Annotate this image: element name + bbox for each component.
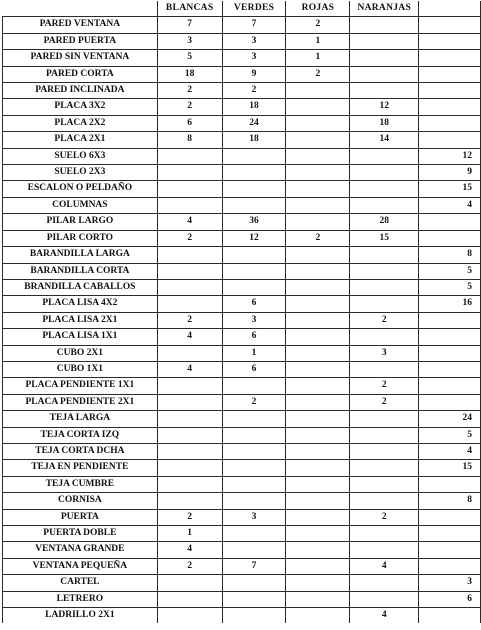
table-row <box>3 83 481 99</box>
cell-extra: 4 <box>419 443 481 459</box>
cell-extra <box>419 17 481 33</box>
cell-rojas <box>286 509 350 525</box>
cell-extra <box>419 132 481 148</box>
cell-extra <box>419 99 481 115</box>
cell-name: PLACA LISA 2X1 <box>3 312 158 328</box>
cell-naranjas <box>350 591 419 607</box>
cell-rojas <box>286 197 350 213</box>
table-row <box>3 214 481 230</box>
cell-extra: 4 <box>419 197 481 213</box>
table-row <box>3 197 481 213</box>
cell-rojas <box>286 558 350 574</box>
cell-name: CARTEL <box>3 575 158 591</box>
cell-rojas <box>286 83 350 99</box>
cell-naranjas <box>350 197 419 213</box>
cell-naranjas: 3 <box>350 345 419 361</box>
cell-extra <box>419 526 481 542</box>
table-row <box>3 17 481 33</box>
cell-verdes: 3 <box>222 312 286 328</box>
table-row <box>3 443 481 459</box>
parts-table <box>2 1 481 623</box>
cell-naranjas: 2 <box>350 509 419 525</box>
cell-name: ESCALON O PELDAÑO <box>3 181 158 197</box>
cell-blancas: 4 <box>157 214 222 230</box>
cell-name: BRANDILLA CABALLOS <box>3 279 158 295</box>
cell-naranjas <box>350 17 419 33</box>
cell-name: PILAR CORTO <box>3 230 158 246</box>
cell-extra <box>419 66 481 82</box>
cell-verdes <box>222 411 286 427</box>
table-row <box>3 493 481 509</box>
cell-verdes <box>222 542 286 558</box>
cell-blancas <box>157 427 222 443</box>
cell-blancas: 3 <box>157 33 222 49</box>
table-row <box>3 263 481 279</box>
header-corner <box>3 1 158 17</box>
cell-rojas <box>286 247 350 263</box>
table-row <box>3 165 481 181</box>
cell-naranjas <box>350 279 419 295</box>
cell-blancas: 2 <box>157 99 222 115</box>
table-row <box>3 247 481 263</box>
cell-rojas <box>286 608 350 624</box>
cell-naranjas <box>350 165 419 181</box>
table-row <box>3 361 481 377</box>
table-row <box>3 460 481 476</box>
cell-rojas <box>286 263 350 279</box>
cell-naranjas <box>350 411 419 427</box>
cell-name: PLACA PENDIENTE 2X1 <box>3 394 158 410</box>
table-row <box>3 33 481 49</box>
cell-naranjas <box>350 66 419 82</box>
cell-rojas <box>286 99 350 115</box>
cell-extra <box>419 608 481 624</box>
cell-rojas: 1 <box>286 50 350 66</box>
cell-rojas <box>286 279 350 295</box>
cell-extra <box>419 214 481 230</box>
cell-rojas <box>286 394 350 410</box>
cell-naranjas: 4 <box>350 558 419 574</box>
table-body <box>3 17 481 624</box>
table-row <box>3 99 481 115</box>
cell-name: PARED SIN VENTANA <box>3 50 158 66</box>
cell-blancas <box>157 345 222 361</box>
cell-name: PILAR LARGO <box>3 214 158 230</box>
cell-blancas <box>157 296 222 312</box>
cell-name: PLACA 3X2 <box>3 99 158 115</box>
cell-naranjas <box>350 493 419 509</box>
table-row <box>3 558 481 574</box>
cell-name: TEJA CORTA IZQ <box>3 427 158 443</box>
cell-verdes: 24 <box>222 115 286 131</box>
cell-naranjas: 28 <box>350 214 419 230</box>
cell-extra <box>419 345 481 361</box>
table-row <box>3 378 481 394</box>
cell-rojas <box>286 148 350 164</box>
cell-rojas <box>286 132 350 148</box>
cell-naranjas <box>350 443 419 459</box>
cell-name: PARED CORTA <box>3 66 158 82</box>
cell-name: PUERTA DOBLE <box>3 526 158 542</box>
cell-verdes <box>222 493 286 509</box>
cell-blancas <box>157 575 222 591</box>
cell-verdes <box>222 165 286 181</box>
cell-naranjas: 18 <box>350 115 419 131</box>
cell-rojas: 1 <box>286 33 350 49</box>
cell-extra: 16 <box>419 296 481 312</box>
cell-verdes: 3 <box>222 50 286 66</box>
cell-verdes <box>222 197 286 213</box>
cell-verdes: 12 <box>222 230 286 246</box>
cell-verdes <box>222 427 286 443</box>
header-naranjas: NARANJAS <box>350 1 419 17</box>
cell-rojas <box>286 526 350 542</box>
cell-name: PARED VENTANA <box>3 17 158 33</box>
cell-extra <box>419 230 481 246</box>
cell-blancas <box>157 148 222 164</box>
cell-blancas <box>157 493 222 509</box>
table-row <box>3 509 481 525</box>
cell-extra <box>419 33 481 49</box>
cell-extra <box>419 329 481 345</box>
cell-blancas: 8 <box>157 132 222 148</box>
cell-rojas <box>286 493 350 509</box>
table-row <box>3 394 481 410</box>
cell-name: BARANDILLA CORTA <box>3 263 158 279</box>
cell-extra: 6 <box>419 591 481 607</box>
cell-rojas <box>286 575 350 591</box>
cell-naranjas <box>350 427 419 443</box>
cell-rojas <box>286 312 350 328</box>
cell-name: CORNISA <box>3 493 158 509</box>
cell-blancas: 18 <box>157 66 222 82</box>
cell-blancas <box>157 165 222 181</box>
cell-extra: 8 <box>419 247 481 263</box>
cell-name: LADRILLO 2X1 <box>3 608 158 624</box>
cell-extra: 15 <box>419 181 481 197</box>
cell-rojas <box>286 443 350 459</box>
cell-extra: 8 <box>419 493 481 509</box>
cell-extra <box>419 476 481 492</box>
cell-verdes <box>222 591 286 607</box>
table-row <box>3 526 481 542</box>
cell-rojas <box>286 591 350 607</box>
cell-extra: 12 <box>419 148 481 164</box>
cell-blancas: 5 <box>157 50 222 66</box>
cell-blancas <box>157 197 222 213</box>
cell-extra <box>419 394 481 410</box>
table-row <box>3 50 481 66</box>
cell-extra <box>419 83 481 99</box>
cell-naranjas: 2 <box>350 312 419 328</box>
cell-name: TEJA EN PENDIENTE <box>3 460 158 476</box>
cell-blancas: 2 <box>157 558 222 574</box>
cell-naranjas <box>350 83 419 99</box>
table-row <box>3 608 481 624</box>
cell-naranjas <box>350 476 419 492</box>
cell-verdes: 3 <box>222 509 286 525</box>
cell-naranjas: 2 <box>350 394 419 410</box>
cell-blancas <box>157 411 222 427</box>
cell-verdes <box>222 608 286 624</box>
table-row <box>3 345 481 361</box>
table-row <box>3 312 481 328</box>
cell-extra <box>419 509 481 525</box>
table-row <box>3 115 481 131</box>
cell-naranjas: 4 <box>350 608 419 624</box>
cell-verdes: 18 <box>222 99 286 115</box>
cell-name: VENTANA GRANDE <box>3 542 158 558</box>
cell-blancas: 4 <box>157 542 222 558</box>
cell-name: PLACA 2X2 <box>3 115 158 131</box>
cell-naranjas <box>350 148 419 164</box>
cell-blancas <box>157 591 222 607</box>
cell-naranjas <box>350 247 419 263</box>
cell-blancas: 7 <box>157 17 222 33</box>
table-row <box>3 476 481 492</box>
cell-verdes <box>222 148 286 164</box>
cell-extra <box>419 378 481 394</box>
cell-rojas <box>286 165 350 181</box>
cell-naranjas: 15 <box>350 230 419 246</box>
cell-extra <box>419 50 481 66</box>
cell-extra: 9 <box>419 165 481 181</box>
cell-rojas <box>286 361 350 377</box>
cell-verdes <box>222 575 286 591</box>
cell-name: CUBO 1X1 <box>3 361 158 377</box>
cell-blancas: 1 <box>157 526 222 542</box>
cell-rojas <box>286 378 350 394</box>
cell-name: TEJA CUMBRE <box>3 476 158 492</box>
cell-blancas <box>157 181 222 197</box>
cell-verdes: 6 <box>222 361 286 377</box>
table-row <box>3 132 481 148</box>
cell-naranjas <box>350 575 419 591</box>
cell-extra: 15 <box>419 460 481 476</box>
cell-name: BARANDILLA LARGA <box>3 247 158 263</box>
cell-extra <box>419 312 481 328</box>
cell-blancas <box>157 263 222 279</box>
cell-name: PLACA PENDIENTE 1X1 <box>3 378 158 394</box>
cell-verdes <box>222 279 286 295</box>
table-row <box>3 230 481 246</box>
cell-verdes <box>222 476 286 492</box>
cell-rojas <box>286 296 350 312</box>
cell-verdes: 9 <box>222 66 286 82</box>
cell-rojas <box>286 345 350 361</box>
cell-rojas <box>286 329 350 345</box>
cell-extra: 24 <box>419 411 481 427</box>
cell-rojas <box>286 542 350 558</box>
cell-name: PLACA LISA 1X1 <box>3 329 158 345</box>
table-row <box>3 279 481 295</box>
cell-rojas: 2 <box>286 230 350 246</box>
cell-naranjas <box>350 542 419 558</box>
cell-rojas <box>286 411 350 427</box>
cell-naranjas <box>350 33 419 49</box>
cell-verdes: 2 <box>222 394 286 410</box>
table-row <box>3 148 481 164</box>
table-row <box>3 411 481 427</box>
cell-rojas <box>286 476 350 492</box>
cell-extra: 5 <box>419 427 481 443</box>
cell-blancas <box>157 394 222 410</box>
header-verdes: VERDES <box>222 1 286 17</box>
table-row <box>3 575 481 591</box>
cell-name: CUBO 2X1 <box>3 345 158 361</box>
cell-name: PLACA LISA 4X2 <box>3 296 158 312</box>
cell-verdes <box>222 443 286 459</box>
cell-extra <box>419 542 481 558</box>
header-extra <box>419 1 481 17</box>
cell-naranjas <box>350 296 419 312</box>
cell-extra <box>419 361 481 377</box>
cell-name: PARED PUERTA <box>3 33 158 49</box>
cell-verdes <box>222 378 286 394</box>
table-row <box>3 591 481 607</box>
cell-verdes: 2 <box>222 83 286 99</box>
cell-rojas <box>286 115 350 131</box>
cell-rojas <box>286 214 350 230</box>
cell-verdes <box>222 460 286 476</box>
cell-rojas <box>286 181 350 197</box>
table-row <box>3 296 481 312</box>
cell-blancas: 4 <box>157 361 222 377</box>
cell-verdes: 36 <box>222 214 286 230</box>
cell-naranjas: 2 <box>350 378 419 394</box>
cell-name: LETRERO <box>3 591 158 607</box>
cell-naranjas <box>350 460 419 476</box>
cell-naranjas <box>350 526 419 542</box>
cell-name: COLUMNAS <box>3 197 158 213</box>
cell-rojas: 2 <box>286 66 350 82</box>
header-row <box>3 1 481 17</box>
header-rojas: ROJAS <box>286 1 350 17</box>
cell-name: TEJA CORTA DCHA <box>3 443 158 459</box>
table-row <box>3 329 481 345</box>
cell-verdes: 7 <box>222 17 286 33</box>
cell-blancas: 2 <box>157 509 222 525</box>
cell-blancas: 4 <box>157 329 222 345</box>
cell-blancas <box>157 476 222 492</box>
cell-naranjas <box>350 361 419 377</box>
cell-extra <box>419 115 481 131</box>
cell-verdes <box>222 181 286 197</box>
cell-verdes: 6 <box>222 329 286 345</box>
cell-verdes: 18 <box>222 132 286 148</box>
cell-naranjas <box>350 263 419 279</box>
cell-rojas <box>286 460 350 476</box>
cell-verdes: 6 <box>222 296 286 312</box>
cell-name: SUELO 2X3 <box>3 165 158 181</box>
cell-blancas <box>157 279 222 295</box>
cell-name: PUERTA <box>3 509 158 525</box>
table-row <box>3 181 481 197</box>
cell-naranjas: 12 <box>350 99 419 115</box>
cell-verdes <box>222 263 286 279</box>
cell-naranjas: 14 <box>350 132 419 148</box>
cell-verdes <box>222 526 286 542</box>
table-row <box>3 542 481 558</box>
cell-rojas: 2 <box>286 17 350 33</box>
cell-blancas: 2 <box>157 83 222 99</box>
cell-blancas: 2 <box>157 312 222 328</box>
cell-extra: 5 <box>419 263 481 279</box>
header-blancas: BLANCAS <box>157 1 222 17</box>
cell-blancas <box>157 247 222 263</box>
cell-rojas <box>286 427 350 443</box>
table-row <box>3 66 481 82</box>
cell-verdes: 1 <box>222 345 286 361</box>
cell-naranjas <box>350 50 419 66</box>
cell-blancas: 2 <box>157 230 222 246</box>
table-row <box>3 427 481 443</box>
cell-blancas <box>157 460 222 476</box>
cell-blancas <box>157 443 222 459</box>
cell-extra <box>419 558 481 574</box>
cell-verdes: 3 <box>222 33 286 49</box>
cell-name: PARED INCLINADA <box>3 83 158 99</box>
cell-naranjas <box>350 329 419 345</box>
cell-name: SUELO 6X3 <box>3 148 158 164</box>
cell-name: TEJA LARGA <box>3 411 158 427</box>
cell-verdes <box>222 247 286 263</box>
cell-blancas <box>157 378 222 394</box>
cell-name: VENTANA PEQUEÑA <box>3 558 158 574</box>
cell-blancas <box>157 608 222 624</box>
cell-extra: 5 <box>419 279 481 295</box>
cell-name: PLACA 2X1 <box>3 132 158 148</box>
cell-blancas: 6 <box>157 115 222 131</box>
cell-verdes: 7 <box>222 558 286 574</box>
cell-extra: 3 <box>419 575 481 591</box>
cell-naranjas <box>350 181 419 197</box>
